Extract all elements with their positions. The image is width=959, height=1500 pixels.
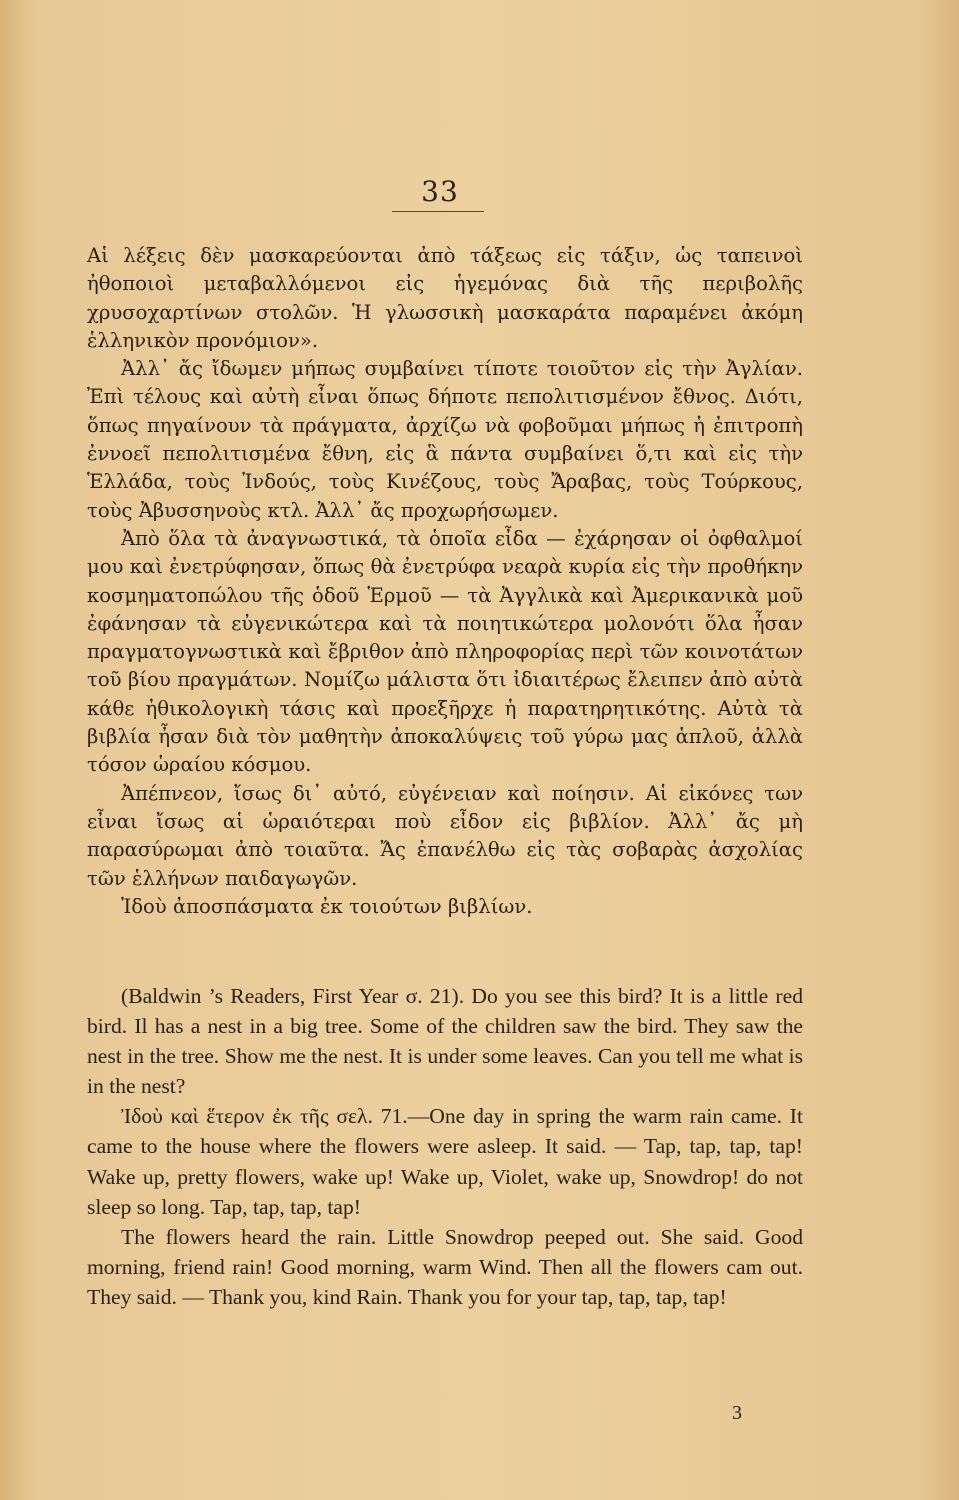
header-rule (392, 211, 484, 212)
paragraph: Ἀπὸ ὅλα τὰ ἀναγνωστικά, τὰ ὁποῖα εἶδα — ἐχάρησαν οἱ ὀφθαλμοί μου καὶ ἐνετρύφησαν, ὅπως θὰ ἐνετρύφα νεαρὰ κυρία εἰς τὴν προθήκην κοσμηματοπώλου τῆς ὁδοῦ Ἑρμοῦ — τὰ Ἀγγλικὰ καὶ Ἀμερικανικὰ μοῦ ἐφάνησαν τὰ εὐγενικώτερα καὶ τὰ ποιητικώτερα μολονότι ὅλα ἦσαν πραγματογνωστικὰ καὶ ἔβριθον ἀπὸ πληροφορίας περὶ τῶν κοινοτάτων τοῦ βίου πραγμάτων. Νομίζω μάλιστα ὅτι ἰδιαιτέρως ἔλειπεν ἀπὸ αὐτὰ κάθε ἠθικολογικὴ τάσις καὶ προεξῆρχε ἡ παρατηρητικότης. Αὐτὰ τὰ βιβλία ἦσαν διὰ τὸν μαθητὴν ἀποκαλύψεις τοῦ γύρω μας ἁπλοῦ, ἀλλὰ τόσον ὡραίου κόσμου. (87, 526, 803, 777)
greek-body-text (87, 242, 803, 921)
page-number: 33 (421, 175, 459, 208)
signature-mark: 3 (732, 1402, 742, 1424)
english-quoted-text (87, 981, 803, 1312)
paragraph: Ἰδοὺ ἀποσπάσματα ἐκ τοιούτων βιβλίων. (121, 894, 533, 918)
paragraph: Ἀπέπνεον, ἴσως δι᾽ αὐτό, εὐγένειαν καὶ ποίησιν. Αἱ εἰκόνες των εἶναι ἴσως αἱ ὡραιότεραι ποὺ εἶδον εἰς βιβλίον. Ἀλλ᾽ ἄς μὴ παρασύρωμαι ἀπὸ τοιαῦτα. Ἄς ἐπανέλθω εἰς τὰς σοβαρὰς ἀσχολίας τῶν ἑλλήνων παιδαγωγῶν. (87, 781, 803, 890)
paragraph: Ἰδοὺ καὶ ἕτερον ἐκ τῆς σελ. 71.—One day in spring the warm rain came. It came to the house where the flowers were asleep. It said. — Tap, tap, tap, tap! Wake up, pretty flowers, wake up! Wake up, Violet, wake up, Snowdrop! do not sleep so long. Tap, tap, tap, tap! (87, 1104, 803, 1219)
paragraph: Αἱ λέξεις δὲν μασκαρεύονται ἀπὸ τάξεως εἰς τάξιν, ὡς ταπεινοὶ ἠθοποιοὶ μεταβαλλόμενοι εἰς ἡγεμόνας διὰ τῆς περιβολῆς χρυσοχαρτίνων στολῶν. Ἡ γλωσσικὴ μασκαράτα παραμένει ἀκόμη ἑλληνικὸν προνόμιον». (87, 244, 803, 352)
paragraph: (Baldwin ’s Readers, First Year σ. 21). Do you see this bird? It is a little red bird. Il has a nest in a big tree. Some of the children saw the bird. They saw the nest in the tree. Show me the nest. It is under some leaves. Can you tell me what is in the nest? (87, 984, 803, 1099)
paragraph: The flowers heard the rain. Little Snowdrop peeped out. She said. Good morning, friend rain! Good morning, warm Wind. Then all the flowers cam out. They said. — Thank you, kind Rain. Thank you for your tap, tap, tap, tap! (87, 1224, 803, 1309)
paragraph: Ἀλλ᾽ ἄς ἴδωμεν μήπως συμβαίνει τίποτε τοιοῦτον εἰς τὴν Ἀγλίαν. Ἐπὶ τέλους καὶ αὐτὴ εἶναι ὅπως δήποτε πεπολιτισμένον ἔθνος. Διότι, ὅπως πηγαίνουν τὰ πράγματα, ἀρχίζω νὰ φοβοῦμαι μήπως ἡ ἐπιτροπὴ ἐννοεῖ πεπολιτισμένα ἔθνη, εἰς ἃ πάντα συμβαίνει ὅ,τι καὶ εἰς τὴν Ἑλλάδα, τοὺς Ἰνδούς, τοὺς Κινέζους, τοὺς Ἄραβας, τοὺς Τούρκους, τοὺς Ἀβυσσηνοὺς κτλ. Ἀλλ᾽ ἄς προχωρήσωμεν. (87, 357, 803, 522)
